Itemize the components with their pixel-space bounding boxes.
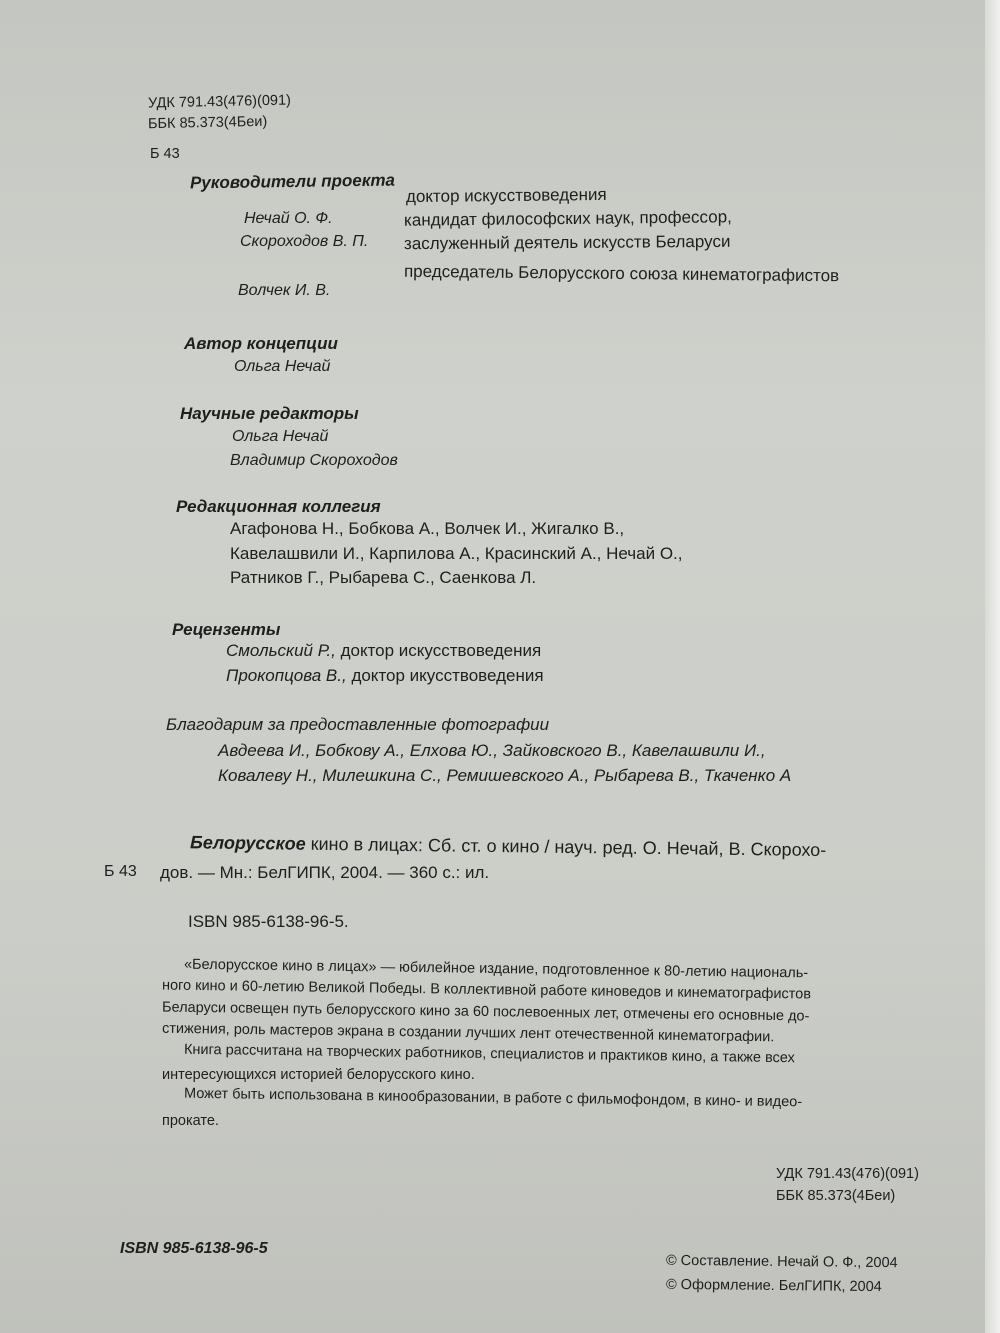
bbk-bottom: ББК 85.373(4Беи) [776,1188,896,1204]
bbk-top: ББК 85.373(4Беи) [147,113,268,133]
thanks-heading: Благодарим за предоставленные фотографии [166,715,550,734]
biblio-isbn: ISBN 985-6138-96-5. [188,912,349,931]
annotation-line: Книга рассчитана на творческих работников, специалистов и практиков кино, а также всех [183,1041,795,1067]
editorial-board-line: Кавелашвили И., Карпилова А., Красинский А., Нечай О., [230,544,683,563]
leader-name: Скороходов В. П. [240,233,369,250]
thanks-line: Ковалеву Н., Милешкина С., Ремишевского А., Рыбарева В., Ткаченко А [218,766,792,785]
page-edge [985,0,1000,1333]
biblio-line-1 [190,832,962,862]
leader-role: заслуженный деятель искусств Беларуси [403,231,731,254]
science-editors-heading: Научные редакторы [180,404,359,423]
biblio-line-2: дов. — Мн.: БелГИПК, 2004. — 360 с.: ил. [160,863,490,882]
reviewers-heading: Рецензенты [172,620,281,639]
annotation-line: ного кино и 60-летию Великой Победы. В коллективной работе киноведов и кинематографистов [161,977,812,1003]
concept-author-heading: Автор концепции [184,334,338,353]
annotation-line: прокате. [162,1113,219,1129]
annotation-line: стижения, роль мастеров экрана в создании лучших лент отечественной кинематографии. [161,1020,775,1046]
leader-name: Нечай О. Ф. [244,210,333,227]
book-code-top: Б 43 [150,146,180,162]
udk-top: УДК 791.43(476)(091) [147,92,292,112]
editorial-board-line: Ратников Г., Рыбарева С., Саенкова Л. [230,568,537,587]
editorial-board-heading: Редакционная коллегия [176,497,381,516]
science-editor-name: Владимир Скороходов [230,452,398,469]
editorial-board-line: Агафонова Н., Бобкова А., Волчек И., Жигалко В., [230,519,625,538]
annotation-line: «Белорусское кино в лицах» — юбилейное издание, подготовленное к 80-летию националь- [183,956,809,982]
reviewer-role: доктор искусствоведения [340,641,542,660]
leader-role: председатель Белорусского союза кинематографистов [403,261,840,286]
leader-name: Волчек И. В. [238,282,331,299]
copyright-line: © Составление. Нечай О. Ф., 2004 [665,1252,898,1272]
project-leaders-heading: Руководители проекта [189,170,396,193]
leader-role: доктор искусствоведения [405,184,607,207]
reviewer-row [226,666,544,686]
isbn-bottom: ISBN 985-6138-96-5 [120,1240,268,1257]
udk-bottom: УДК 791.43(476)(091) [776,1166,919,1182]
reviewer-name: Прокопцова В., [226,666,347,685]
reviewer-name: Смольский Р., [226,641,336,660]
science-editor-name: Ольга Нечай [232,428,329,445]
annotation-line: Беларуси освещен путь белорусского кино за 60 послевоенных лет, отмечены его основные до- [161,999,810,1025]
annotation-line: интересующихся историей белорусского кино. [162,1067,475,1083]
thanks-line: Авдеева И., Бобкову А., Елхова Ю., Зайковского В., Кавелашвили И., [218,741,766,760]
concept-author-name: Ольга Нечай [234,358,331,375]
reviewer-row [226,641,541,661]
annotation-line: Может быть использована в кинообразовании, в работе с фильмофондом, в кино- и видео- [183,1085,803,1111]
biblio-line-1-text: кино в лицах: Сб. ст. о кино / науч. ред. О. Нечай, В. Скорохо- [310,833,827,861]
biblio-title: Белорусское [189,832,306,854]
reviewer-role: доктор икусствоведения [351,666,544,685]
copyright-line: © Оформление. БелГИПК, 2004 [665,1276,882,1296]
leader-role: кандидат философских наук, профессор, [403,207,732,230]
biblio-code: Б 43 [104,863,137,880]
